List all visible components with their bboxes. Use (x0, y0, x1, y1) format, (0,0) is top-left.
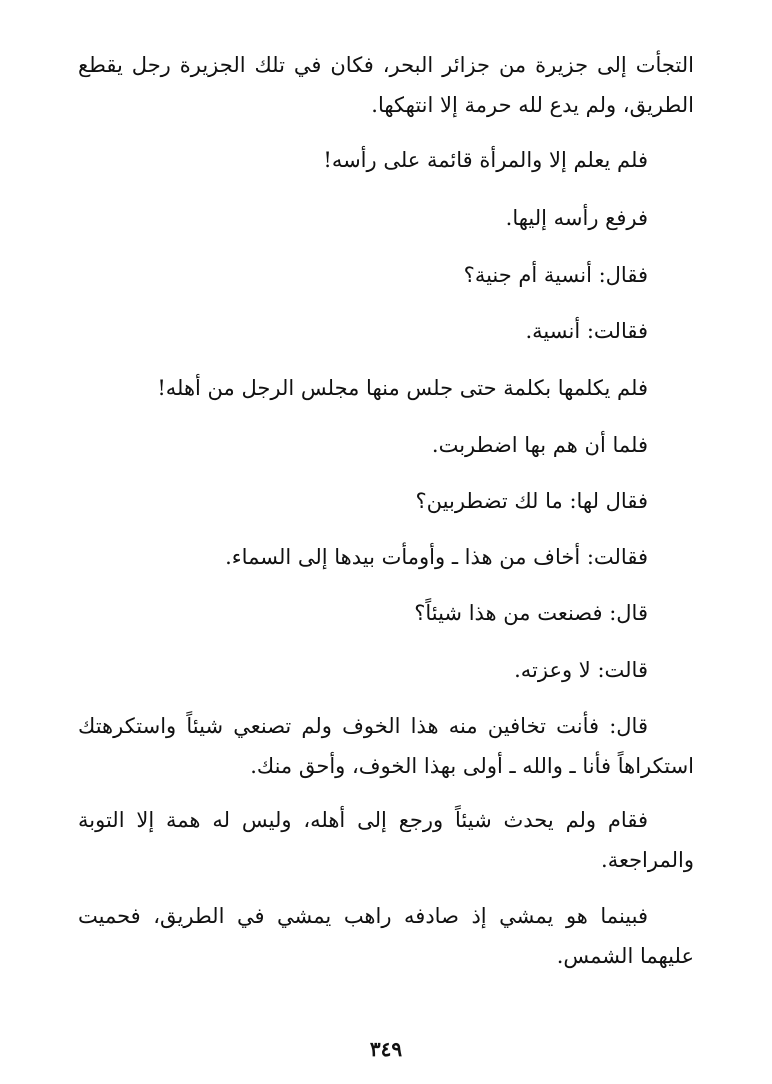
page-body (78, 40, 694, 1050)
paragraph-8: فقال لها: ما لك تضطربين؟ (415, 489, 648, 513)
paragraph-14: فبينما هو يمشي إذ صادفه راهب يمشي في الطريق، فحميت عليهما الشمس. (78, 904, 694, 968)
paragraph-4: فقال: أنسية أم جنية؟ (463, 263, 648, 287)
paragraph-9: فقالت: أخاف من هذا ـ وأومأت بيدها إلى السماء. (225, 545, 648, 569)
paragraph-13: فقام ولم يحدث شيئاً ورجع إلى أهله، وليس له همة إلا التوبة والمراجعة. (78, 808, 694, 872)
paragraph-5: فقالت: أنسية. (525, 319, 648, 343)
paragraph-1: التجأت إلى جزيرة من جزائر البحر، فكان في تلك الجزيرة رجل يقطع الطريق، ولم يدع لله حرمة إلا انتهكها. (78, 53, 694, 117)
paragraph-12: قال: فأنت تخافين منه هذا الخوف ولم تصنعي شيئاً واستكرهتك استكراهاً فأنا ـ والله ـ أولى بهذا الخوف، وأحق منك. (78, 714, 694, 778)
paragraph-3: فرفع رأسه إليها. (505, 206, 648, 230)
paragraph-6: فلم يكلمها بكلمة حتى جلس منها مجلس الرجل من أهله! (157, 376, 648, 400)
paragraph-2: فلم يعلم إلا والمرأة قائمة على رأسه! (323, 148, 648, 172)
paragraph-7: فلما أن هم بها اضطربت. (431, 433, 648, 457)
paragraph-11: قالت: لا وعزته. (514, 658, 648, 682)
paragraph-10: قال: فصنعت من هذا شيئاً؟ (414, 601, 648, 625)
page-number: ٣٤٩ (369, 1037, 403, 1061)
